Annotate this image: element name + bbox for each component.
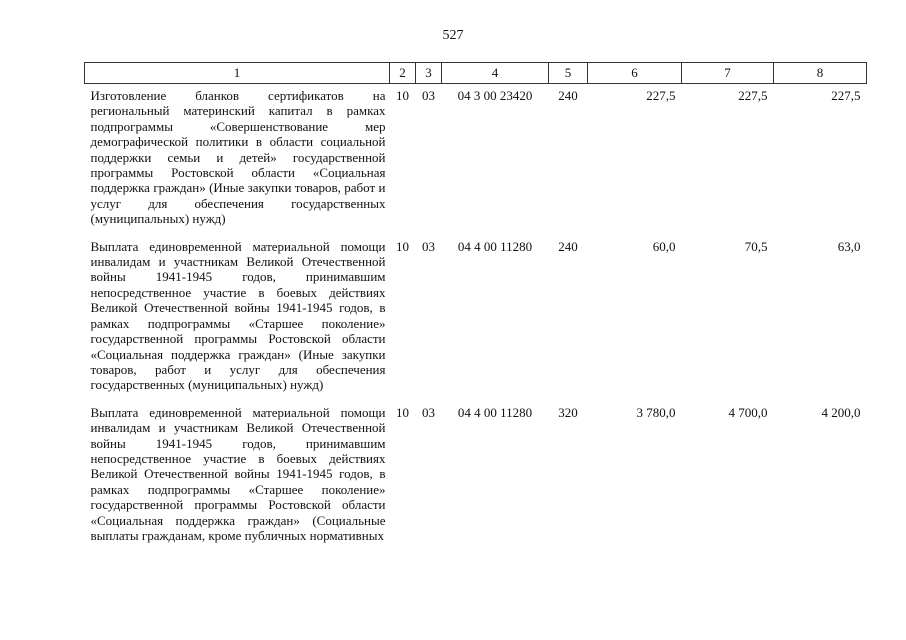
table-row — [85, 235, 867, 401]
row-value-col8: 63,0 — [837, 238, 861, 254]
row-value-col6: 227,5 — [646, 88, 676, 103]
row-value-col6: 60,0 — [652, 238, 676, 254]
table-row — [85, 401, 867, 552]
page-number: 527 — [442, 28, 464, 43]
header-col-7: 7 — [682, 63, 774, 84]
row-expense-type: 240 — [558, 238, 578, 254]
row-section: 10 — [396, 238, 409, 254]
header-col-3: 3 — [416, 63, 442, 84]
row-expense-type: 320 — [558, 404, 578, 420]
row-value-col6: 3 780,0 — [636, 404, 676, 420]
row-section: 10 — [396, 404, 409, 420]
budget-table — [84, 62, 867, 551]
header-col-2: 2 — [390, 63, 416, 84]
header-col-8: 8 — [774, 63, 867, 84]
header-col-6: 6 — [588, 63, 682, 84]
row-subsection: 03 — [422, 404, 435, 420]
row-value-col7: 227,5 — [738, 88, 768, 103]
row-target-code: 04 4 00 11280 — [457, 238, 533, 254]
row-value-col8: 4 200,0 — [821, 404, 861, 420]
header-col-1: 1 — [85, 63, 390, 84]
row-description: Изготовление бланков сертификатов на региональный материнский капитал в рамках подпрограммы «Совершенствование мер демографической политики в области социальной поддержки семьи и детей» государственной программы Ростовской области «Социальная поддержка граждан» (Иные закупки товаров, работ и услуг для обеспечения государственных (муниципальных) нужд) — [90, 88, 386, 227]
row-value-col7: 70,5 — [744, 238, 768, 254]
row-description: Выплата единовременной материальной помощи инвалидам и участникам Великой Отечественной войны 1941-1945 годов, принимавшим непосредственное участие в боевых действиях Великой Отечественной войны 1941-1945 годов, в рамках подпрограммы «Старшее поколение» государственной программы Ростовской области «Социальная поддержка граждан» (Социальные выплаты гражданам, кроме публичных нормативных — [90, 404, 386, 543]
table-row — [85, 84, 867, 235]
row-description: Выплата единовременной материальной помощи инвалидам и участникам Великой Отечественной войны 1941-1945 годов, принимавшим непосредственное участие в боевых действиях Великой Отечественной войны 1941-1945 годов, в рамках подпрограммы «Старшее поколение» государственной программы Ростовской области «Социальная поддержка граждан» (Иные закупки товаров, работ и услуг для обеспечения государственных (муниципальных) нужд) — [90, 238, 386, 393]
row-section: 10 — [396, 88, 409, 103]
header-row — [85, 63, 867, 84]
row-target-code: 04 4 00 11280 — [457, 404, 533, 420]
row-value-col7: 4 700,0 — [728, 404, 768, 420]
header-col-5: 5 — [549, 63, 588, 84]
row-subsection: 03 — [422, 238, 435, 254]
row-subsection: 03 — [422, 88, 435, 103]
header-col-4: 4 — [442, 63, 549, 84]
row-value-col8: 227,5 — [831, 88, 861, 103]
row-target-code: 04 3 00 23420 — [457, 88, 533, 103]
row-expense-type: 240 — [558, 88, 578, 103]
